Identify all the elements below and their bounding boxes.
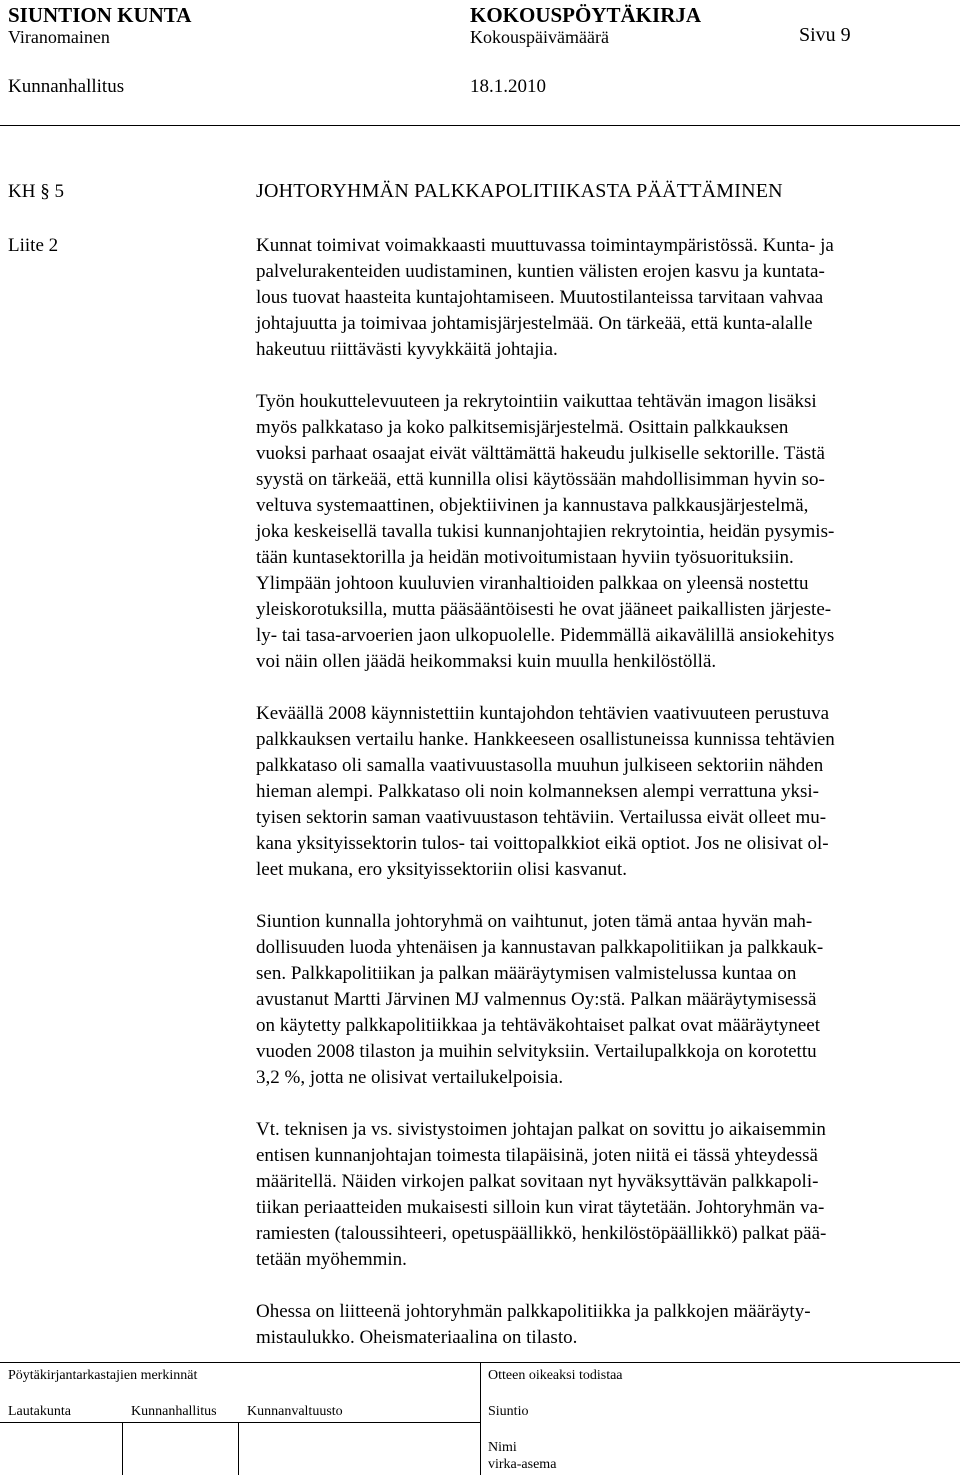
attachment-label: Liite 2 <box>8 235 59 256</box>
footer-body-lautakunta: Lautakunta <box>8 1404 71 1419</box>
certified-label: Otteen oikeaksi todistaa <box>488 1368 623 1383</box>
section-number: KH § 5 <box>8 181 64 202</box>
footer-row-divider <box>0 1422 480 1423</box>
footer-vertical-divider <box>480 1362 481 1475</box>
name-label: Nimi <box>488 1440 517 1455</box>
footer-cell-divider <box>122 1422 123 1475</box>
authority-label: Viranomainen <box>8 27 110 47</box>
page-number: Sivu 9 <box>799 24 851 46</box>
checkers-label: Pöytäkirjantarkastajien merkinnät <box>8 1368 198 1383</box>
paragraph: Ohessa on liitteenä johtoryhmän palkkapolitiikka ja palkkojen määräyty- mistaulukko. Oheismateriaalina on tilasto. <box>256 1301 811 1348</box>
paragraph: Kunnat toimivat voimakkaasti muuttuvassa toimintaympäristössä. Kunta- ja palvelurakenteiden uudistaminen, kuntien välisten erojen kasvu ja kuntata- lous tuovat haasteita kuntajohtamiseen. Muutostilanteissa tarvitaan vahvaa johtajuutta ja toimivaa johtamisjärjestelmää. On tärkeää, että kunta-alalle hakeutuu riittävästi kyvykkäitä johtajia. <box>256 235 834 360</box>
municipality-name: SIUNTION KUNTA <box>8 3 192 27</box>
document-type: KOKOUSPÖYTÄKIRJA <box>470 3 702 27</box>
section-title: JOHTORYHMÄN PALKKAPOLITIIKASTA PÄÄTTÄMINEN <box>256 180 783 202</box>
paragraph: Siuntion kunnalla johtoryhmä on vaihtunut, joten tämä antaa hyvän mah- dollisuuden luoda yhtenäisen ja kannustavan palkkapolitiikan ja palkkauk- sen. Palkkapolitiikan ja palkan määräytymisen valmistelussa kuntaa on avustanut Martti Järvinen MJ valmennus Oy:stä. Palkan määräytymisessä on käytetty palkkapolitiikkaa ja tehtäväkohtaiset palkat ovat määräytyneet vuoden 2008 tilaston ja muihin selvityksiin. Vertailupalkkoja on korotettu 3,2 %, jotta ne olisivat vertailukelpoisia. <box>256 911 824 1088</box>
footer-cell-divider <box>238 1422 239 1475</box>
paragraph: Vt. teknisen ja vs. sivistystoimen johtajan palkat on sovittu jo aikaisemmin entisen kunnanjohtajan toimesta tilapäisinä, joten niitä ei tässä yhteydessä määritellä. Näiden virkojen palkat sovitaan nyt hyväksyttävän palkkapoli- tiikan periaatteiden mukaisesti silloin kun virat täytetään. Johtoryhmän va- ramiesten (taloussihteeri, opetuspäällikkö, henkilöstöpäällikkö) palkat pää- tetään myöhemmin. <box>256 1119 827 1270</box>
paragraph: Työn houkuttelevuuteen ja rekrytointiin vaikuttaa tehtävän imagon lisäksi myös palkkataso ja koko palkitsemisjärjestelmä. Osittain palkkauksen vuoksi parhaat osaajat eivät välttämättä hakeudu julkiselle sektorille. Tästä syystä on tärkeää, että kunnilla olisi käytössään mahdollisimman hyvin so- veltuva systemaattinen, objektiivinen ja kannustava palkkausjärjestelmä, joka keskeisellä tavalla tukisi kunnanjohtajien rekrytointia, heidän pysymis- tään kuntasektorilla ja heidän motivoitumistaan hyviin työsuorituksiin. Ylimpään johtoon kuuluvien viranhaltioiden palkkaa on yleensä nostettu yleiskorotuksilla, mutta pääsääntöisesti he ovat jääneet paikallisten järjeste- ly- tai tasa-arvoerien jaon ulkopuolelle. Pidemmällä aikavälillä ansiokehitys voi näin ollen jäädä heikommaksi kuin muulla henkilöstöllä. <box>256 391 835 672</box>
authority: Kunnanhallitus <box>8 76 125 97</box>
footer-body-kunnanhallitus: Kunnanhallitus <box>131 1404 217 1419</box>
place: Siuntio <box>488 1404 529 1419</box>
meeting-date-label: Kokouspäivämäärä <box>470 27 609 47</box>
header-divider <box>0 125 960 126</box>
title-label: virka-asema <box>488 1457 557 1472</box>
footer-body-kunnanvaltuusto: Kunnanvaltuusto <box>247 1404 343 1419</box>
paragraph: Keväällä 2008 käynnistettiin kuntajohdon tehtävien vaativuuteen perustuva palkkauksen vertailu hanke. Hankkeeseen osallistuneissa kunnissa tehtävien palkkataso oli samalla vaativuustasolla muuhun julkiseen sektoriin nähden hieman alempi. Palkkataso oli noin kolmanneksen alempi verrattuna yksi- tyisen sektorin saman vaativuustason tehtäviin. Vertailussa eivät olleet mu- kana yksityissektorin tulos- tai voittopalkkiot eikä optiot. Jos ne olisivat ol- leet mukana, ero yksityissektoriin olisi kasvanut. <box>256 703 835 880</box>
body-text <box>256 233 956 1377</box>
meeting-date: 18.1.2010 <box>470 76 546 97</box>
